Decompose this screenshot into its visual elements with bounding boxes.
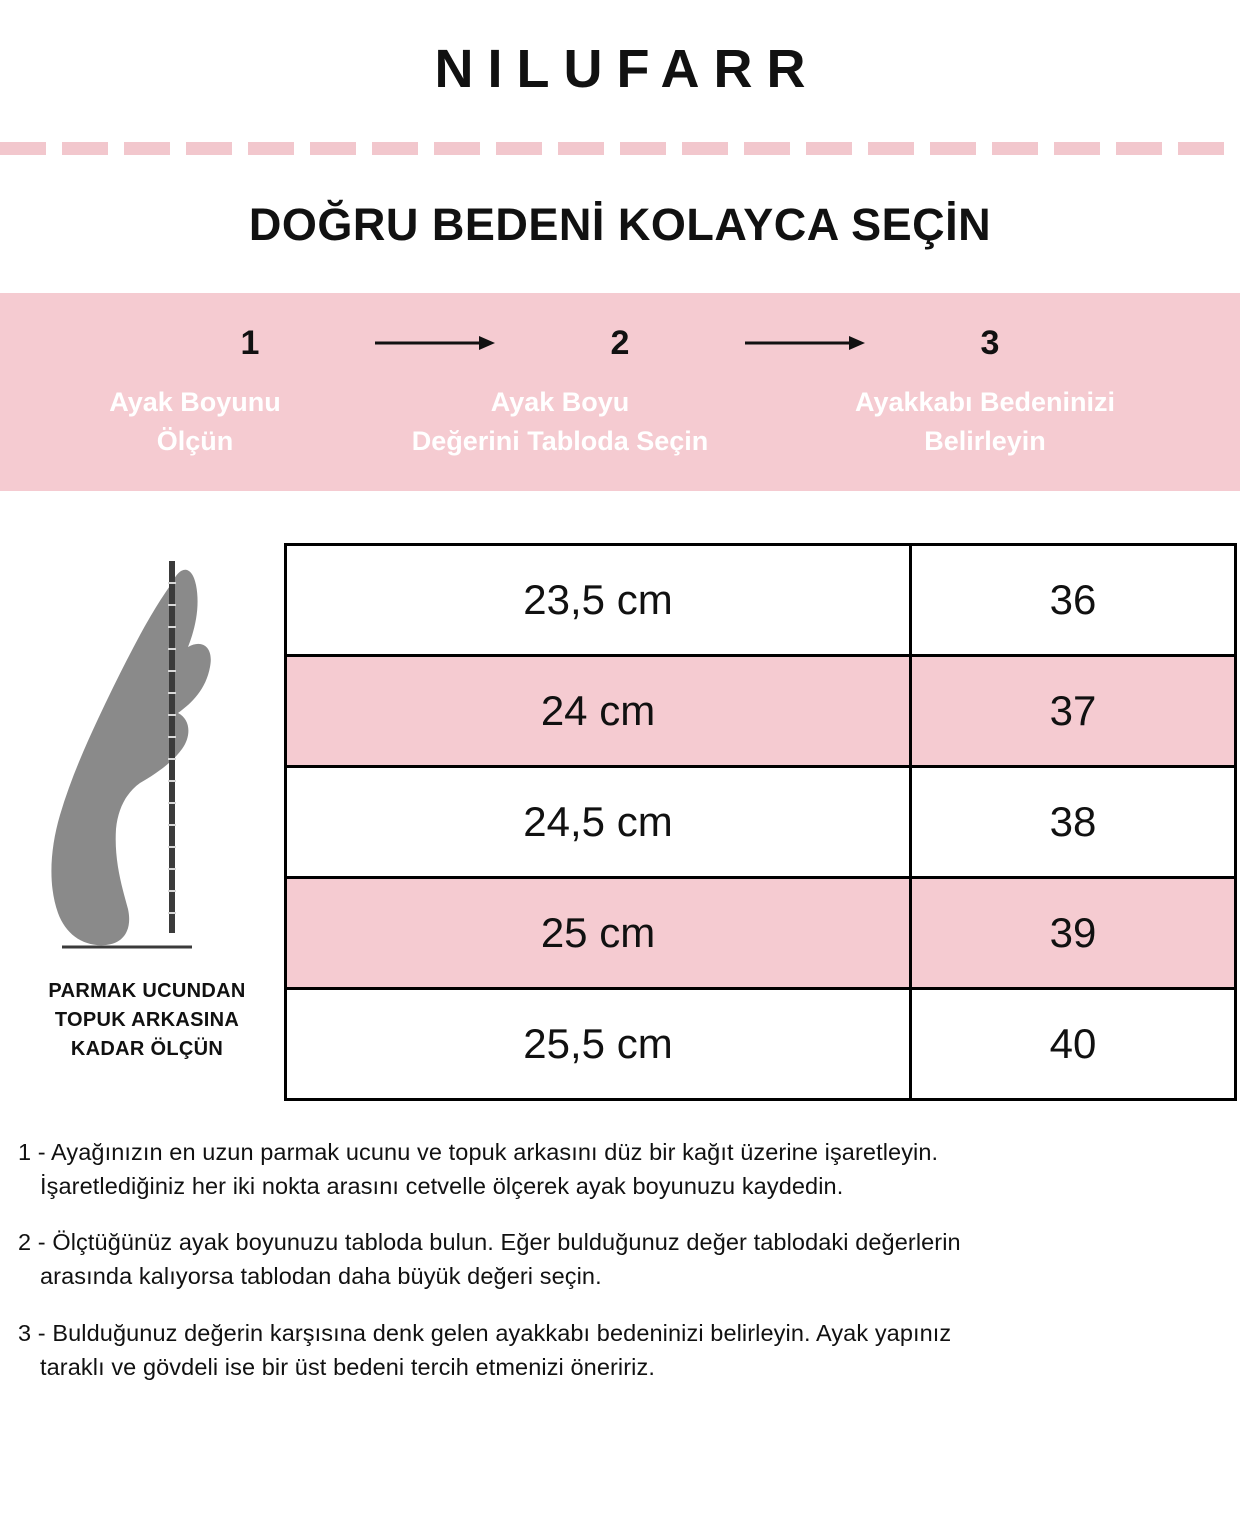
- steps-numbers-row: [0, 317, 1240, 369]
- step-label-1-line-1: Ayak Boyunu: [109, 387, 281, 417]
- step-label-2: [345, 383, 775, 461]
- step-number-3: 3: [980, 323, 1000, 362]
- foot-caption-line-3: KADAR ÖLÇÜN: [70, 1038, 224, 1061]
- instruction-1-line-1: 1 - Ayağınızın en uzun parmak ucunu ve topuk arkasını düz bir kağıt üzerine işaretleyin.: [18, 1139, 939, 1166]
- step-label-2-line-2: Değerini Tabloda Seçin: [411, 426, 709, 457]
- step-label-3-line-1: Ayakkabı Bedeninizi: [854, 387, 1116, 417]
- table-row: [286, 656, 1236, 767]
- step-label-1-line-2: Ölçün: [156, 426, 234, 457]
- instruction-3-line-2: taraklı ve gövdeli ise bir üst bedeni tercih etmenizi öneririz.: [40, 1353, 655, 1380]
- step-number-2: 2: [610, 323, 630, 362]
- table-cell-size: 36: [911, 545, 1236, 656]
- instruction-3-line-1: 3 - Bulduğunuz değerin karşısına denk gelen ayakkabı bedeninizi belirleyin. Ayak yapınız: [18, 1319, 952, 1346]
- instruction-item-2: [18, 1225, 1222, 1293]
- step-label-1: [45, 383, 345, 461]
- arrow-right-icon-2: [720, 334, 890, 352]
- table-cell-size: 39: [911, 878, 1236, 989]
- step-label-3-line-2: Belirleyin: [924, 426, 1046, 457]
- instruction-1-line-2: İşaretlediğiniz her iki nokta arasını cetvelle ölçerek ayak boyunuzu kaydedin.: [40, 1173, 844, 1200]
- measurement-section: [0, 543, 1240, 1101]
- instruction-2-line-2: arasında kalıyorsa tablodan daha büyük değeri seçin.: [40, 1263, 602, 1290]
- table-row: [286, 989, 1236, 1100]
- table-cell-length: 25,5 cm: [286, 989, 911, 1100]
- foot-illustration-column: [22, 543, 272, 1064]
- table-cell-size: 37: [911, 656, 1236, 767]
- step-number-1: 1: [240, 323, 260, 362]
- table-row: [286, 545, 1236, 656]
- page-title: DOĞRU BEDENİ KOLAYCA SEÇİN: [248, 199, 992, 250]
- instruction-2-line-1: 2 - Ölçtüğünüz ayak boyunuzu tabloda bulun. Eğer bulduğunuz değer tablodaki değerlerin: [18, 1229, 961, 1256]
- table-cell-length: 25 cm: [286, 878, 911, 989]
- brand-logo: NILUFARR: [434, 39, 820, 99]
- step-label-2-line-1: Ayak Boyu: [490, 387, 630, 417]
- table-cell-length: 23,5 cm: [286, 545, 911, 656]
- instructions-section: [0, 1135, 1240, 1383]
- foot-icon: [22, 543, 272, 963]
- table-cell-size: 40: [911, 989, 1236, 1100]
- table-row: [286, 767, 1236, 878]
- table-cell-size: 38: [911, 767, 1236, 878]
- instruction-item-1: [18, 1135, 1222, 1203]
- table-cell-length: 24,5 cm: [286, 767, 911, 878]
- step-label-3: [775, 383, 1195, 461]
- arrow-right-icon-1: [350, 334, 520, 352]
- dashed-divider: [0, 142, 1240, 155]
- foot-caption-line-1: PARMAK UCUNDAN: [48, 980, 246, 1003]
- instruction-item-3: [18, 1316, 1222, 1384]
- steps-band: [0, 293, 1240, 491]
- steps-labels-row: [0, 383, 1240, 461]
- foot-caption: [22, 977, 272, 1064]
- table-cell-length: 24 cm: [286, 656, 911, 767]
- foot-caption-line-2: TOPUK ARKASINA: [54, 1009, 240, 1032]
- size-table: [284, 543, 1237, 1101]
- foot-diagram: [22, 543, 272, 963]
- table-row: [286, 878, 1236, 989]
